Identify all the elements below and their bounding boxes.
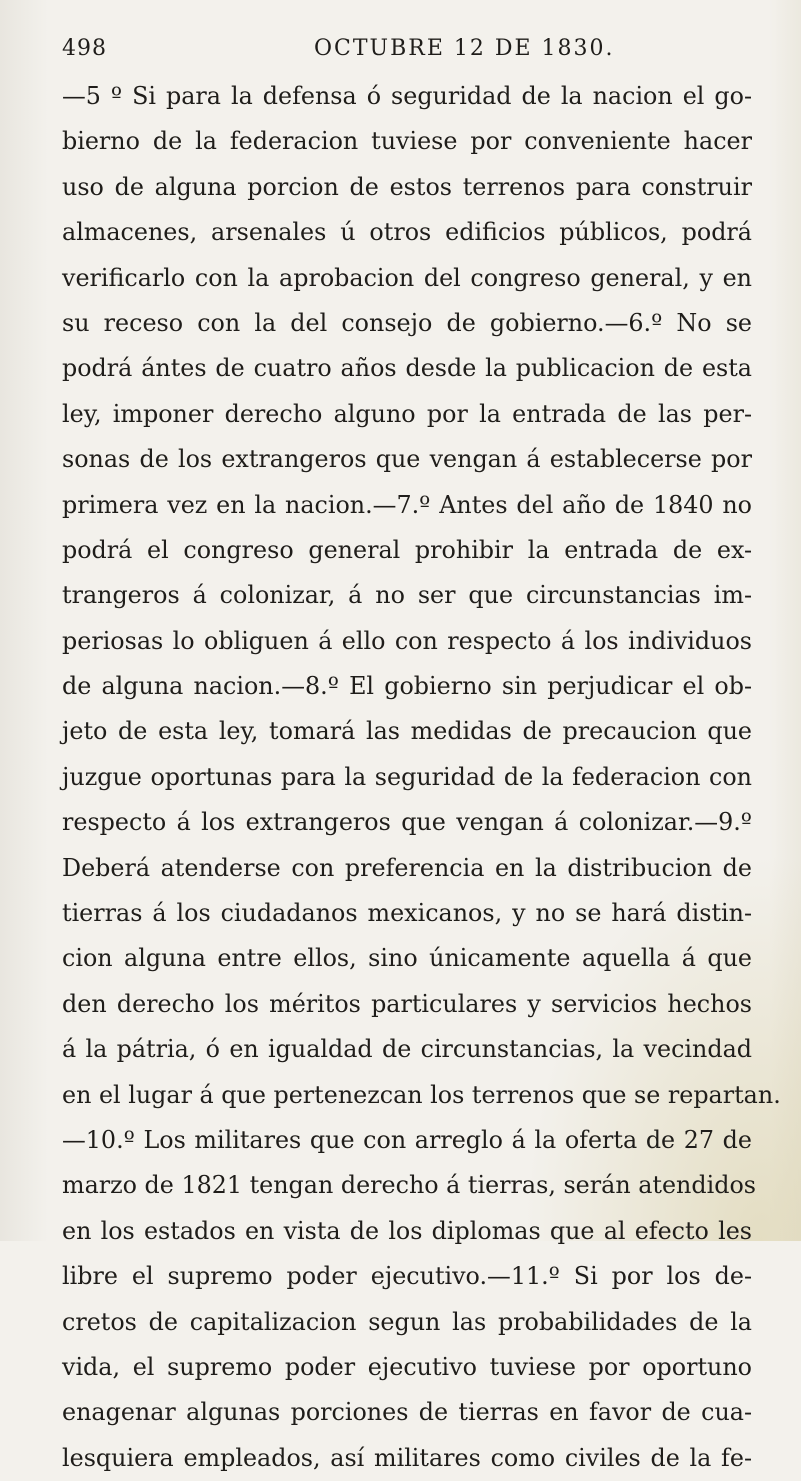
running-head-title: OCTUBRE 12 DE 1830. bbox=[314, 36, 615, 61]
text-line: tierras á los ciudadanos mexicanos, y no se hará distin- bbox=[62, 899, 752, 928]
body-text bbox=[62, 74, 781, 1481]
text-line: lesquiera empleados, así militares como civiles de la fe- bbox=[62, 1443, 752, 1472]
text-line: —10.º Los militares que con arreglo á la oferta de 27 de bbox=[62, 1125, 752, 1154]
text-line: primera vez en la nacion.—7.º Antes del año de 1840 no bbox=[62, 490, 752, 519]
text-line: bierno de la federacion tuviese por conveniente hacer bbox=[62, 127, 752, 156]
text-line: en el lugar á que pertenezcan los terrenos que se repartan. bbox=[62, 1080, 781, 1109]
text-line: de alguna nacion.—8.º El gobierno sin perjudicar el ob- bbox=[62, 672, 752, 701]
text-line: á la pátria, ó en igualdad de circunstancias, la vecindad bbox=[62, 1035, 752, 1064]
text-line: respecto á los extrangeros que vengan á colonizar.—9.º bbox=[62, 808, 752, 837]
text-line: trangeros á colonizar, á no ser que circunstancias im- bbox=[62, 581, 752, 610]
text-line: uso de alguna porcion de estos terrenos para construir bbox=[62, 172, 752, 201]
text-line: ley, imponer derecho alguno por la entrada de las per- bbox=[62, 399, 752, 428]
running-head bbox=[62, 30, 742, 70]
text-line: den derecho los méritos particulares y servicios hechos bbox=[62, 989, 752, 1018]
text-line: marzo de 1821 tengan derecho á tierras, serán atendidos bbox=[62, 1171, 756, 1200]
text-line: Deberá atenderse con preferencia en la distribucion de bbox=[62, 853, 752, 882]
text-line: cretos de capitalizacion segun las probabilidades de la bbox=[62, 1307, 752, 1336]
text-line: almacenes, arsenales ú otros edificios públicos, podrá bbox=[62, 218, 752, 247]
text-line: jeto de esta ley, tomará las medidas de precaucion que bbox=[62, 717, 752, 746]
text-line: verificarlo con la aprobacion del congreso general, y en bbox=[62, 263, 752, 292]
text-line: —5 º Si para la defensa ó seguridad de la nacion el go- bbox=[62, 82, 752, 110]
text-line: periosas lo obliguen á ello con respecto á los individuos bbox=[62, 626, 752, 655]
text-line: podrá el congreso general prohibir la entrada de ex- bbox=[62, 535, 752, 564]
text-line: cion alguna entre ellos, sino únicamente aquella á que bbox=[62, 944, 752, 973]
text-line: juzgue oportunas para la seguridad de la federacion con bbox=[62, 762, 752, 791]
page-number: 498 bbox=[62, 36, 107, 61]
text-line: vida, el supremo poder ejecutivo tuviese por oportuno bbox=[62, 1352, 752, 1381]
text-line: enagenar algunas porciones de tierras en favor de cua- bbox=[62, 1398, 752, 1427]
text-line: su receso con la del consejo de gobierno.—6.º No se bbox=[62, 308, 752, 337]
text-line: en los estados en vista de los diplomas que al efecto les bbox=[62, 1216, 752, 1245]
text-line: libre el supremo poder ejecutivo.—11.º Si por los de- bbox=[62, 1262, 752, 1291]
text-line: sonas de los extrangeros que vengan á establecerse por bbox=[62, 445, 752, 474]
text-line: podrá ántes de cuatro años desde la publicacion de esta bbox=[62, 354, 752, 383]
